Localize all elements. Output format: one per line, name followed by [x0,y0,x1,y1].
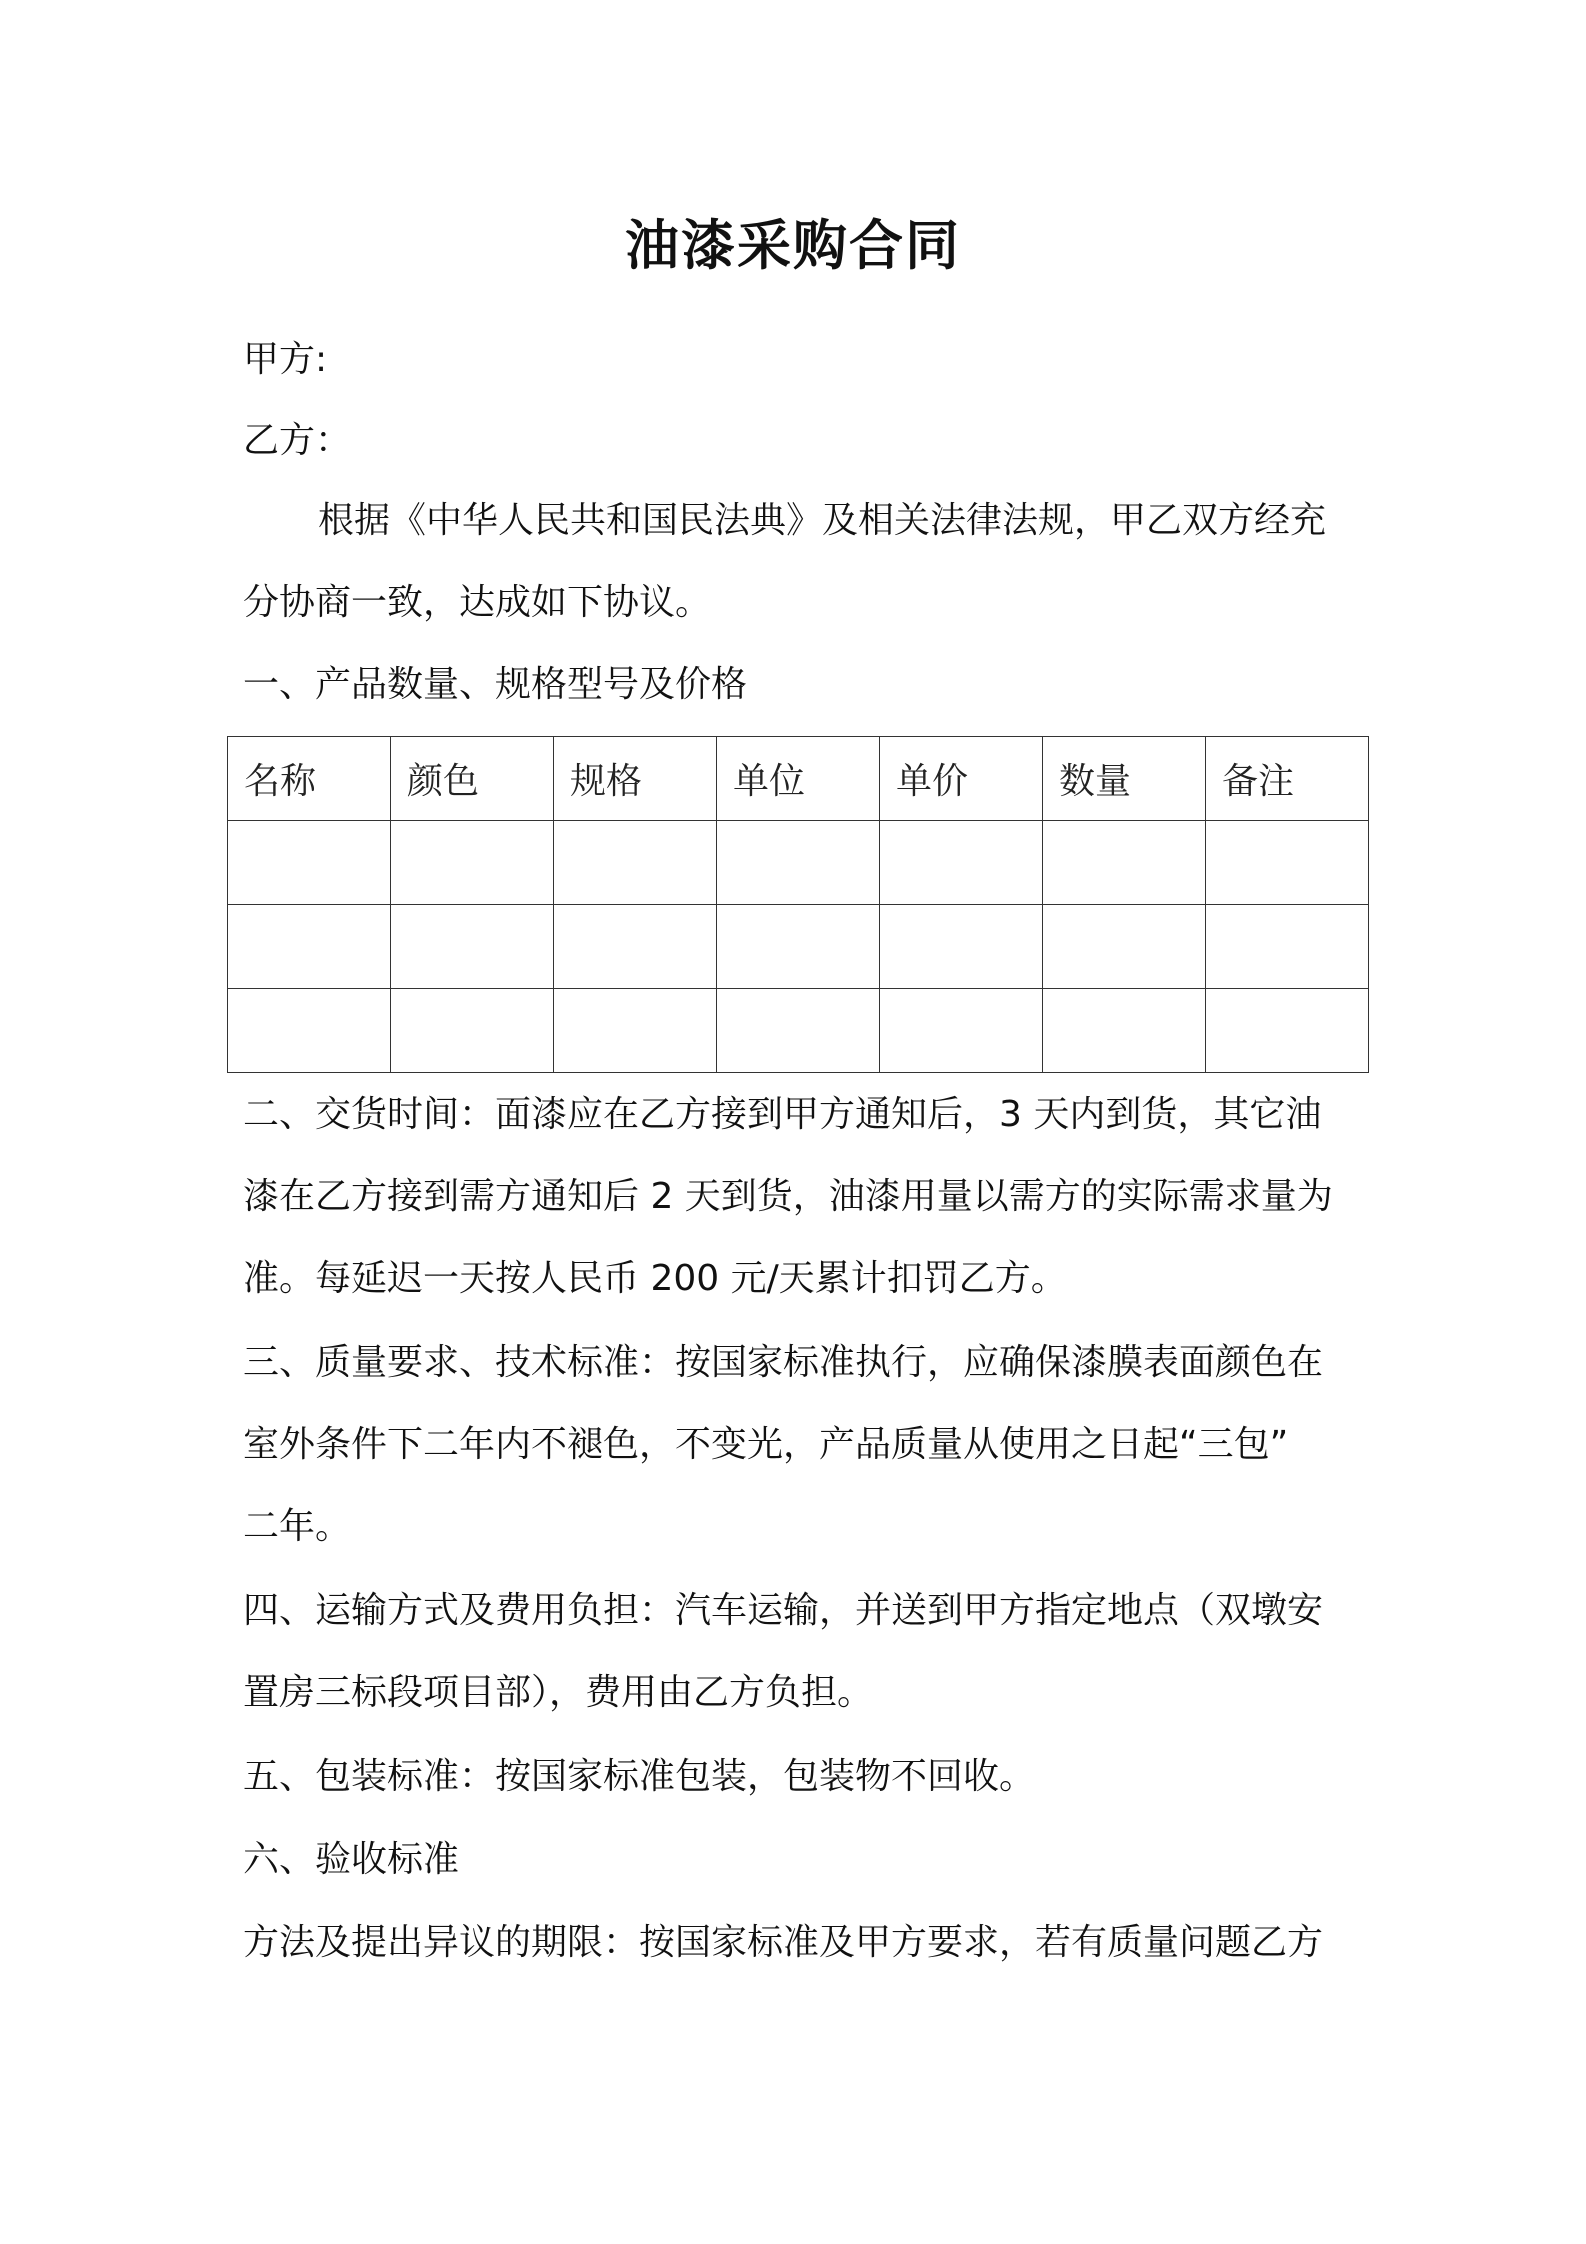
intro-paragraph-line-1: 根据《中华人民共和国民法典》及相关法律法规，甲乙双方经充 [318,500,1327,541]
section-6-heading: 六、验收标准 [243,1839,460,1880]
table-header-cell: 备注 [1206,737,1369,821]
section-4-line-2: 置房三标段项目部），费用由乙方负担。 [243,1672,874,1713]
table-cell [228,989,391,1073]
table-cell [717,821,880,905]
table-cell [1206,821,1369,905]
product-spec-table [227,736,1369,1073]
table-cell [880,989,1043,1073]
section-6-line-1: 方法及提出异议的期限：按国家标准及甲方要求，若有质量问题乙方 [243,1922,1324,1963]
section-1-heading: 一、产品数量、规格型号及价格 [243,664,748,705]
intro-paragraph-line-2: 分协商一致，达成如下协议。 [243,582,712,623]
party-b-label: 乙方： [243,420,352,461]
section-5-line: 五、包装标准：按国家标准包装，包装物不回收。 [243,1756,1036,1797]
table-header-cell: 名称 [228,737,391,821]
document-title: 油漆采购合同 [625,214,961,277]
table-cell [554,989,717,1073]
section-3-line-1: 三、质量要求、技术标准：按国家标准执行，应确保漆膜表面颜色在 [243,1342,1324,1383]
section-2-line-3: 准。每延迟一天按人民币 200 元/天累计扣罚乙方。 [243,1258,1067,1299]
table-cell [391,905,554,989]
section-3-line-3: 二年。 [243,1506,352,1547]
section-4-line-1: 四、运输方式及费用负担：汽车运输，并送到甲方指定地点（双墩安 [243,1590,1324,1631]
table-header-cell: 数量 [1043,737,1206,821]
party-a-label: 甲方: [243,339,328,380]
table-row [228,821,1369,905]
section-2-line-1: 二、交货时间：面漆应在乙方接到甲方通知后，3 天内到货，其它油 [243,1094,1322,1135]
table-row [228,905,1369,989]
table-cell [228,905,391,989]
table-cell [391,989,554,1073]
table-cell [1043,989,1206,1073]
table-cell [1043,821,1206,905]
table-cell [391,821,554,905]
table-cell [1206,905,1369,989]
table-header-cell: 单价 [880,737,1043,821]
table-cell [1206,989,1369,1073]
table-cell [880,821,1043,905]
section-2-line-2: 漆在乙方接到需方通知后 2 天到货，油漆用量以需方的实际需求量为 [243,1176,1333,1217]
table-cell [554,905,717,989]
table-row [228,989,1369,1073]
table-header-cell: 颜色 [391,737,554,821]
table-cell [228,821,391,905]
table-cell [880,905,1043,989]
table-cell [717,989,880,1073]
section-3-line-2: 室外条件下二年内不褪色，不变光，产品质量从使用之日起“三包” [243,1424,1289,1465]
table-cell [717,905,880,989]
table-cell [1043,905,1206,989]
table-header-cell: 规格 [554,737,717,821]
table-cell [554,821,717,905]
table-header-cell: 单位 [717,737,880,821]
table-header-row [228,737,1369,821]
